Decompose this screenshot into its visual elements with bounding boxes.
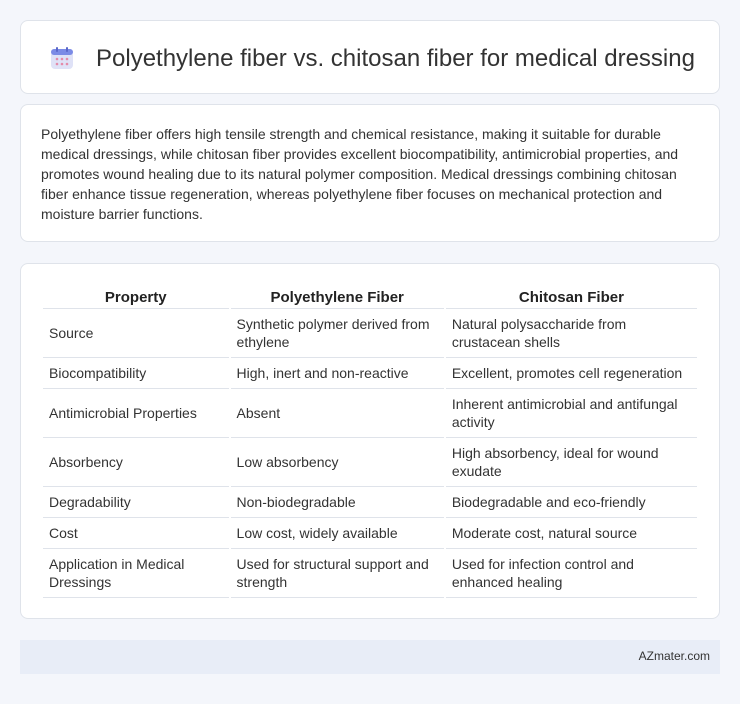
table-row [43, 358, 697, 389]
table-cell-polyethylene: Used for structural support and strength [231, 549, 444, 598]
table-row [43, 309, 697, 358]
table-cell-chitosan: Excellent, promotes cell regeneration [446, 358, 697, 389]
table-cell-chitosan: Natural polysaccharide from crustacean shells [446, 309, 697, 358]
table-cell-polyethylene: Non-biodegradable [231, 487, 444, 518]
table-cell-property: Cost [43, 518, 229, 549]
table-cell-property: Biocompatibility [43, 358, 229, 389]
table-row [43, 487, 697, 518]
table-cell-chitosan: Biodegradable and eco-friendly [446, 487, 697, 518]
comparison-table-card [20, 263, 720, 619]
table-header-row [43, 285, 697, 309]
table-row [43, 438, 697, 487]
table-cell-chitosan: Used for infection control and enhanced healing [446, 549, 697, 598]
table-cell-polyethylene: High, inert and non-reactive [231, 358, 444, 389]
table-cell-property: Antimicrobial Properties [43, 389, 229, 438]
table-row [43, 389, 697, 438]
footer-site-name: AZmater.com [638, 649, 710, 663]
table-cell-property: Source [43, 309, 229, 358]
table-cell-polyethylene: Absent [231, 389, 444, 438]
table-row [43, 518, 697, 549]
summary-card [20, 104, 720, 242]
table-cell-property: Degradability [43, 487, 229, 518]
comparison-table [41, 285, 699, 598]
column-header-polyethylene: Polyethylene Fiber [231, 285, 444, 309]
header-card [20, 20, 720, 94]
footer-bar [20, 640, 720, 674]
table-cell-chitosan: Inherent antimicrobial and antifungal activity [446, 389, 697, 438]
table-row [43, 549, 697, 598]
table-cell-property: Absorbency [43, 438, 229, 487]
table-cell-chitosan: High absorbency, ideal for wound exudate [446, 438, 697, 487]
table-cell-polyethylene: Low absorbency [231, 438, 444, 487]
table-cell-property: Application in Medical Dressings [43, 549, 229, 598]
column-header-chitosan: Chitosan Fiber [446, 285, 697, 309]
table-cell-chitosan: Moderate cost, natural source [446, 518, 697, 549]
table-cell-polyethylene: Low cost, widely available [231, 518, 444, 549]
summary-text: Polyethylene fiber offers high tensile strength and chemical resistance, making it suitable for durable medical dressings, while chitosan fiber provides excellent biocompatibility, antimicrobial properties, and promotes wound healing due to its natural polymer composition. Medical dressings combining chitosan fiber enhance tissue regeneration, whereas polyethylene fiber focuses on mechanical protection and moisture barrier functions. [41, 126, 679, 222]
calendar-icon [50, 46, 74, 70]
page-title: Polyethylene fiber vs. chitosan fiber for medical dressing [96, 45, 695, 72]
column-header-property: Property [43, 285, 229, 309]
table-cell-polyethylene: Synthetic polymer derived from ethylene [231, 309, 444, 358]
